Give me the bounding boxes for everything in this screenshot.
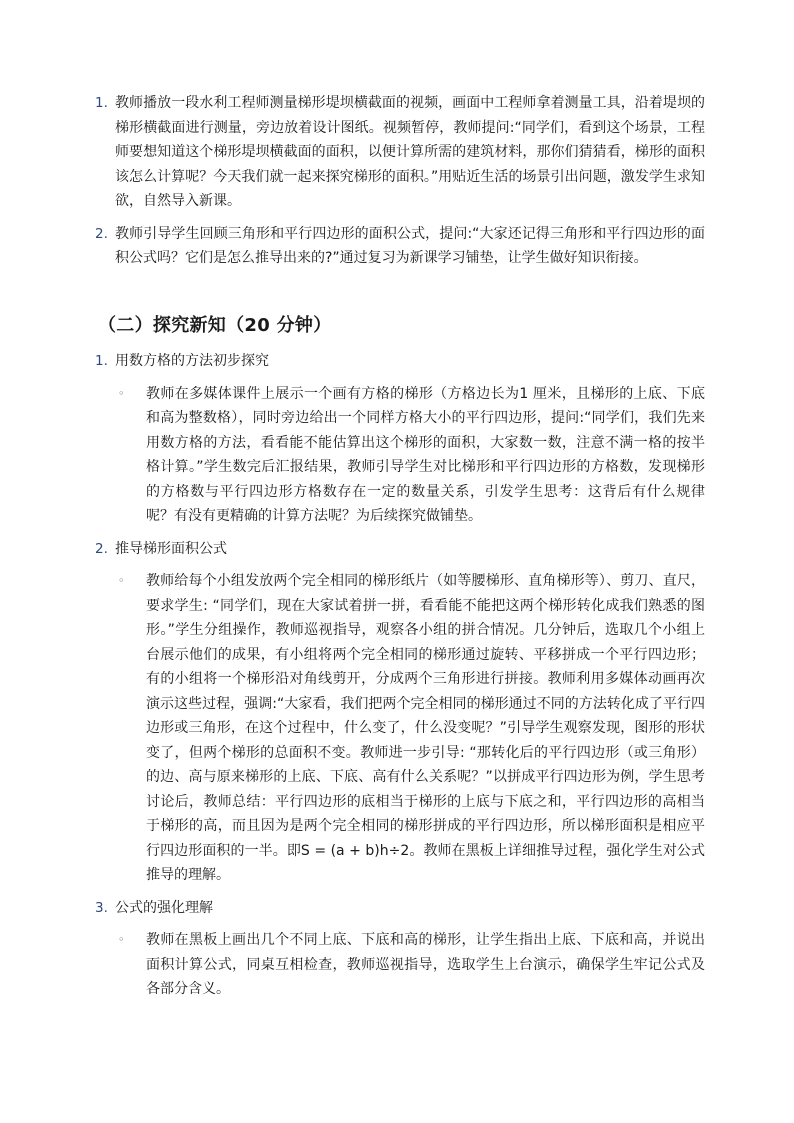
section-list xyxy=(95,349,705,1002)
bullet-circle-icon: ◦ xyxy=(118,386,125,400)
bullet-text: 教师在黑板上画出几个不同上底、下底和高的梯形，让学生指出上底、下底和高，并说出面积计算公式，同桌互相检查，教师巡视指导，选取学生上台演示，确保学生牢记公式及各部分含义。 xyxy=(146,932,705,997)
bullet-item xyxy=(118,569,705,888)
intro-list xyxy=(95,91,705,271)
bullet-circle-icon: ◦ xyxy=(118,574,125,587)
list-text: 教师引导学生回顾三角形和平行四边形的面积公式，提问:“大家还记得三角形和平行四边形的面积公式吗？它们是怎么推导出来的?”通过复习为新课学习铺垫，让学生做好知识衔接。 xyxy=(115,225,705,266)
bullet-text: 教师在多媒体课件上展示一个画有方格的梯形（方格边长为1 厘米，且梯形的上底、下底和高为整数格），同时旁边给出一个同样方格大小的平行四边形，提问:“同学们，我们先来用数方格的方法，看看能不能估算出这个梯形的面积，大家数一数，注意不满一格的按半格计算。”学生数完后汇报结果，教师引导学生对比梯形和平行四边形的方格数，发现梯形的方格数与平行四边形方格数存在一定的数量关系，引发学生思考：这背后有什么规律呢？有没有更精确的计算方法呢？为后续探究做铺垫。 xyxy=(146,385,705,524)
bullet-item xyxy=(118,928,705,1002)
list-number: 1. xyxy=(95,95,108,111)
list-number: 3. xyxy=(95,899,108,916)
list-subheading: 推导梯形面积公式 xyxy=(115,540,227,557)
list-number: 2. xyxy=(95,540,108,557)
list-item xyxy=(95,537,705,562)
list-number: 2. xyxy=(95,225,108,242)
list-number: 1. xyxy=(95,353,108,369)
list-item xyxy=(95,222,705,271)
list-text: 教师播放一段水利工程师测量梯形堤坝横截面的视频，画面中工程师拿着测量工具，沿着堤坝的梯形横截面进行测量，旁边放着设计图纸。视频暂停，教师提问:“同学们，看到这个场景，工程师要想知道这个梯形堤坝横截面的面积，以便计算所需的建筑材料，那你们猜猜看，梯形的面积该怎么计算呢？今天我们就一起来探究梯形的面积。”用贴近生活的场景引出问题，激发学生求知欲，自然导入新课。 xyxy=(115,95,705,209)
list-item xyxy=(95,91,705,214)
bullet-circle-icon: ◦ xyxy=(118,933,125,946)
section-heading: （二）探究新知（20 分钟） xyxy=(98,315,332,336)
bullet-text: 教师给每个小组发放两个完全相同的梯形纸片（如等腰梯形、直角梯形等）、剪刀、直尺，要求学生: “同学们，现在大家试着拼一拼，看看能不能把这两个梯形转化成我们熟悉的图形。”学生分组操作，教师巡视指导，观察各小组的拼合情况。几分钟后，选取几个小组上台展示他们的成果，有小组将两个完全相同的梯形通过旋转、平移拼成一个平行四边形；有的小组将一个梯形沿对角线剪开，分成两个三角形进行拼接。教师利用多媒体动画再次演示这些过程，强调:“大家看，我们把两个完全相同的梯形通过不同的方法转化成了平行四边形或三角形，在这个过程中，什么变了，什么没变呢？”引导学生观察发现，图形的形状变了，但两个梯形的总面积不变。教师进一步引导: “那转化后的平行四边形（或三角形）的边、高与原来梯形的上底、下底、高有什么关系呢？”以拼成平行四边形为例，学生思考讨论后，教师总结：平行四边形的底相当于梯形的上底与下底之和，平行四边形的高相当于梯形的高，而且因为是两个完全相同的梯形拼成的平行四边形，所以梯形面积是相应平行四边形面积的一半。即S = (a + b)h÷2。教师在黑板上详细推导过程，强化学生对公式推导的理解。 xyxy=(146,573,705,883)
list-item xyxy=(95,349,705,374)
list-subheading: 用数方格的方法初步探究 xyxy=(115,353,269,369)
list-subheading: 公式的强化理解 xyxy=(115,899,213,916)
list-item xyxy=(95,896,705,921)
bullet-item xyxy=(118,382,705,529)
